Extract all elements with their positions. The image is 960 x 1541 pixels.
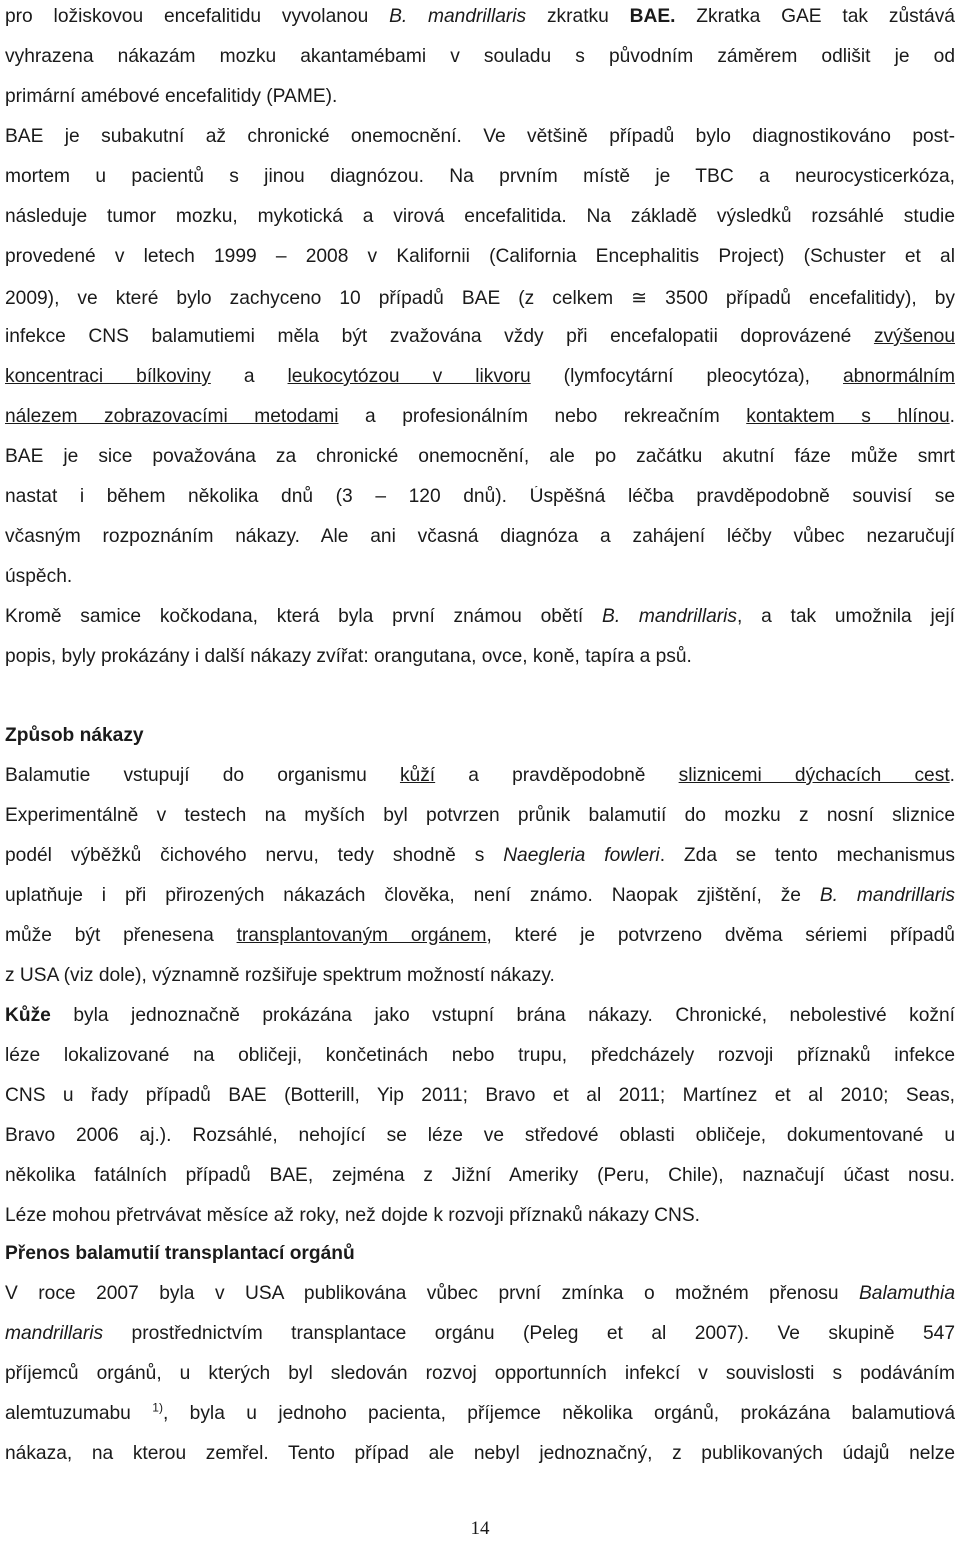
text-line: provedené v letech 1999 – 2008 v Kalifornii (California Encephalitis Project) (Schuster et al (5, 246, 955, 267)
text-line: popis, byly prokázány i další nákazy zvířat: orangutana, ovce, koně, tapíra a psů. (5, 646, 692, 667)
text-line: CNS u řady případů BAE (Botterill, Yip 2011; Bravo et al 2011; Martínez et al 2010; Seas, (5, 1085, 955, 1106)
text-line: alemtuzumabu $^{1)}$, byla u jednoho pacienta, příjemce několika orgánů, prokázána balamutiová (5, 1403, 955, 1424)
section-heading: Přenos balamutií transplantací orgánů (5, 1243, 355, 1264)
text-line: včasným rozpoznáním nákazy. Ale ani včasná diagnóza a zahájení léčby vůbec nezaručují (5, 526, 955, 547)
text-line: Balamutie vstupují do organismu kůží a pravděpodobně sliznicemi dýchacích cest. (5, 765, 955, 786)
text-line: mandrillaris prostřednictvím transplantace orgánu (Peleg et al 2007). Ve skupině 547 (5, 1323, 955, 1344)
text-line: může být přenesena transplantovaným orgánem, které je potvrzeno dvěma sériemi případů (5, 925, 955, 946)
text-line: nákaza, na kterou zemřel. Tento případ ale nebyl jednoznačný, z publikovaných údajů nelze (5, 1443, 955, 1464)
section-heading: Způsob nákazy (5, 725, 144, 746)
text-line: Kromě samice kočkodana, která byla první známou obětí B. mandrillaris, a tak umožnila její (5, 606, 955, 627)
text-line: BAE je subakutní až chronické onemocnění. Ve většině případů bylo diagnostikováno post- (5, 126, 955, 147)
text-line: Léze mohou přetrvávat měsíce až roky, než dojde k rozvoji příznaků nákazy CNS. (5, 1205, 700, 1226)
text-line: několika fatálních případů BAE, zejména z Jižní Ameriky (Peru, Chile), naznačují účast nosu. (5, 1165, 955, 1186)
text-line: léze lokalizované na obličeji, končetinách nebo trupu, předcházely rozvoji příznaků infekce (5, 1045, 955, 1066)
text-line: nálezem zobrazovacími metodami a profesionálním nebo rekreačním kontaktem s hlínou. (5, 406, 955, 427)
text-line: uplatňuje i při přirozených nákazách člověka, není známo. Naopak zjištění, že B. mandrillaris (5, 885, 955, 906)
text-line: Bravo 2006 aj.). Rozsáhlé, nehojící se léze ve středové oblasti obličeje, dokumentované u (5, 1125, 955, 1146)
text-line: infekce CNS balamutiemi měla být zvažována vždy při encefalopatii doprovázené zvýšenou (5, 326, 955, 347)
text-line: Experimentálně v testech na myších byl potvrzen průnik balamutií do mozku z nosní sliznice (5, 805, 955, 826)
text-line: nastat i během několika dnů (3 – 120 dnů). Úspěšná léčba pravděpodobně souvisí se (5, 486, 955, 507)
text-line: V roce 2007 byla v USA publikována vůbec první zmínka o možném přenosu Balamuthia (5, 1283, 955, 1304)
text-line: podél výběžků čichového nervu, tedy shodně s Naegleria fowleri. Zda se tento mechanismus (5, 845, 955, 866)
text-line: příjemců orgánů, u kterých byl sledován rozvoj opportunních infekcí v souvislosti s podáváním (5, 1363, 955, 1384)
text-line: koncentraci bílkoviny a leukocytózou v likvoru (lymfocytární pleocytóza), abnormálním (5, 366, 955, 387)
text-line: Kůže byla jednoznačně prokázána jako vstupní brána nákazy. Chronické, nebolestivé kožní (5, 1005, 955, 1026)
text-line: následuje tumor mozku, mykotická a virová encefalitida. Na základě výsledků rozsáhlé studie (5, 206, 955, 227)
text-line: primární amébové encefalitidy (PAME). (5, 86, 338, 107)
text-line: BAE je sice považována za chronické onemocnění, ale po začátku akutní fáze může smrt (5, 446, 955, 467)
text-line: 2009), ve které bylo zachyceno 10 případů BAE (z celkem ≅ 3500 případů encefalitidy), by (5, 288, 955, 309)
page-number: 14 (470, 1518, 490, 1539)
text-line: mortem u pacientů s jinou diagnózou. Na prvním místě je TBC a neurocysticerkóza, (5, 166, 955, 187)
text-line: z USA (viz dole), významně rozšiřuje spektrum možností nákazy. (5, 965, 555, 986)
text-line: vyhrazena nákazám mozku akantamébami v souladu s původním záměrem odlišit je od (5, 46, 955, 67)
text-line: úspěch. (5, 566, 73, 587)
text-line: pro ložiskovou encefalitidu vyvolanou B. mandrillaris zkratku BAE. Zkratka GAE tak zůstává (5, 6, 955, 27)
